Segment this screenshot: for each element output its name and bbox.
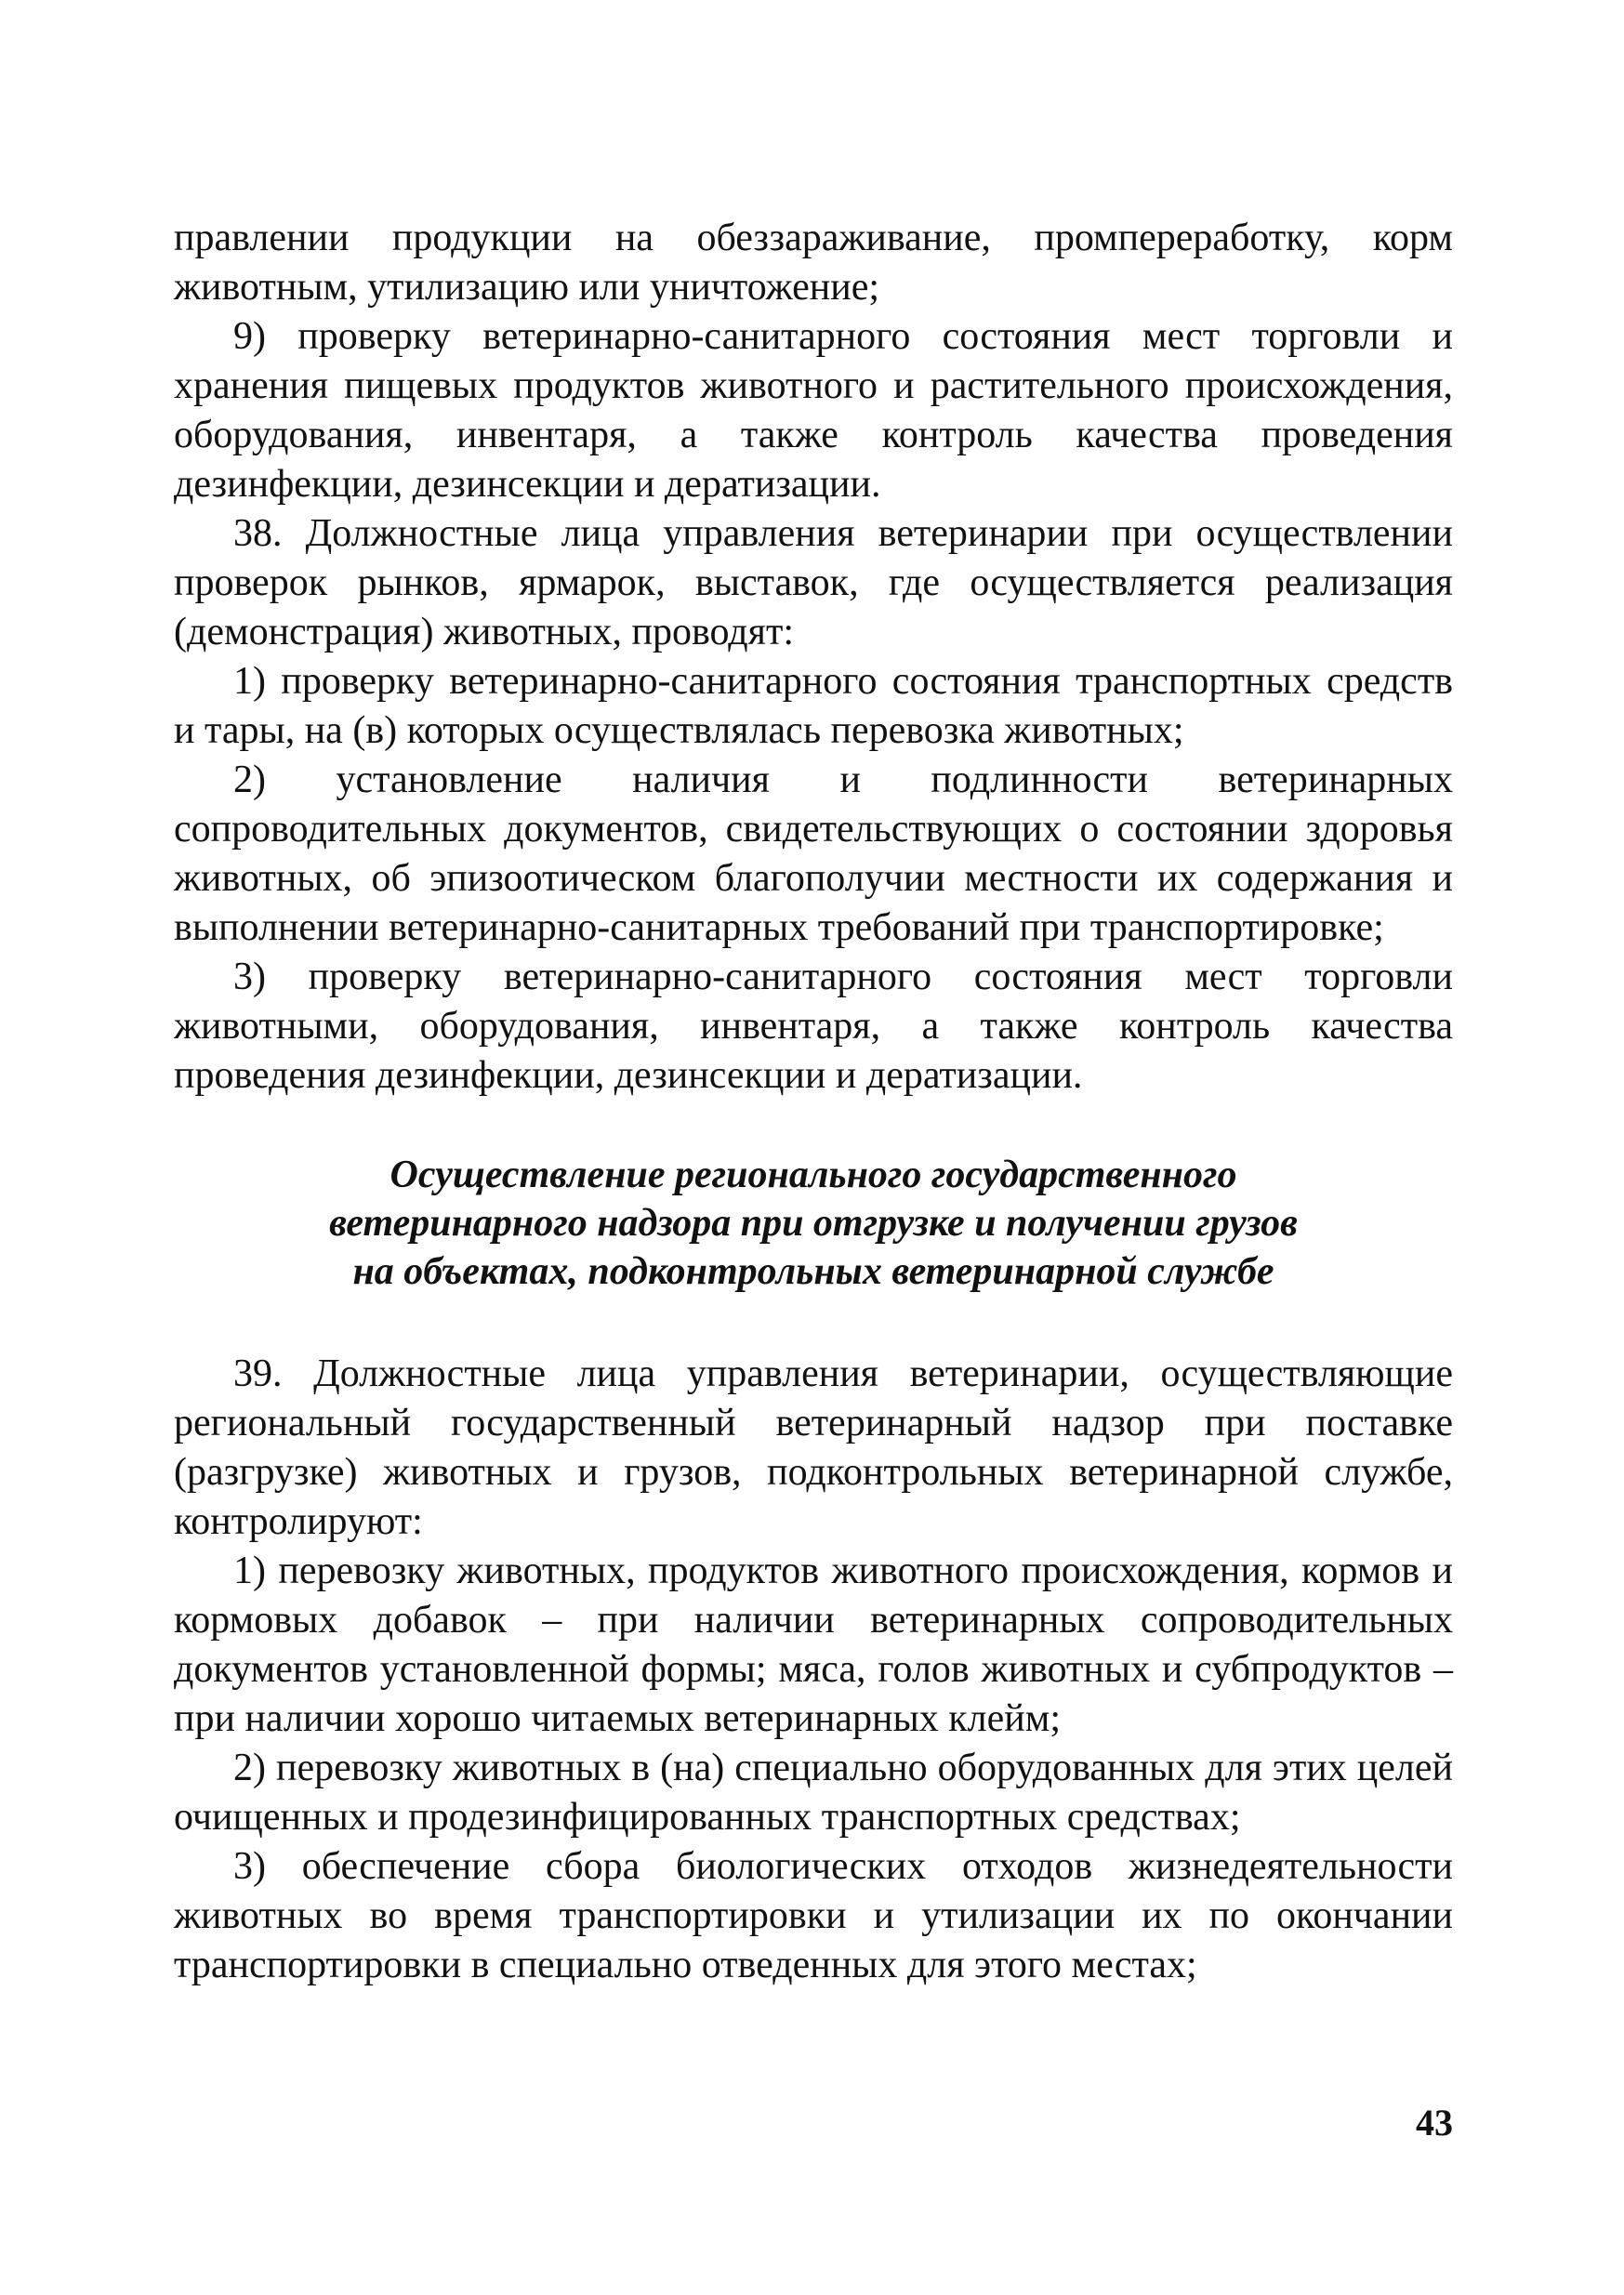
document-page	[174, 214, 1453, 1990]
paragraph-39-item-3: 3) обеспечение сбора биологических отходов жизнедеятельности животных во время транспортировки и утилизации их по окончании транспортировки в специально отведенных для этого местах;	[174, 1845, 1453, 1986]
section-heading-line-2: ветеринарного надзора при отгрузке и получении грузов	[329, 1202, 1298, 1245]
section-heading	[174, 1151, 1453, 1296]
paragraph-38-item-3: 3) проверку ветеринарно-санитарного состояния мест торговли животными, оборудования, инвентаря, а также контроль качества проведения дезинфекции, дезинсекции и дератизации.	[174, 956, 1453, 1097]
section-heading-line-3: на объектах, подконтрольных ветеринарной службе	[352, 1250, 1274, 1293]
section-heading-line-1: Осуществление регионального государственного	[389, 1154, 1237, 1196]
paragraph-39-item-2: 2) перевозку животных в (на) специально оборудованных для этих целей очищенных и продезинфицированных транспортных средствах;	[174, 1747, 1453, 1839]
page-number: 43	[1416, 2102, 1453, 2143]
paragraph-38-item-1: 1) проверку ветеринарно-санитарного состояния транспортных средств и тары, на (в) которых осуществлялась перевозка животных;	[174, 660, 1453, 752]
paragraph-continuation: правлении продукции на обеззараживание, промпереработку, корм животным, утилизацию или уничтожение;	[174, 217, 1453, 309]
paragraph-39-item-1: 1) перевозку животных, продуктов животного происхождения, кормов и кормовых добавок – при наличии ветеринарных сопроводительных документов установленной формы; мяса, голов животных и субпродуктов – при наличии хорошо читаемых ветеринарных клейм;	[174, 1550, 1453, 1740]
paragraph-item-9: 9) проверку ветеринарно-санитарного состояния мест торговли и хранения пищевых продуктов животного и растительного происхождения, оборудования, инвентаря, а также контроль качества проведения дезинфекции, дезинсекции и дератизации.	[174, 315, 1453, 506]
paragraph-section-38: 38. Должностные лица управления ветеринарии при осуществлении проверок рынков, ярмарок, выставок, где осуществляется реализация (демонстрация) животных, проводят:	[174, 512, 1453, 653]
paragraph-section-39: 39. Должностные лица управления ветеринарии, осуществляющие региональный государственный ветеринарный надзор при поставке (разгрузке) животных и грузов, подконтрольных ветеринарной службе, контролируют:	[174, 1352, 1453, 1543]
paragraph-38-item-2: 2) установление наличия и подлинности ветеринарных сопроводительных документов, свидетельствующих о состоянии здоровья животных, об эпизоотическом благополучии местности их содержания и выполнении ветеринарно-санитарных требований при транспортировке;	[174, 758, 1453, 949]
